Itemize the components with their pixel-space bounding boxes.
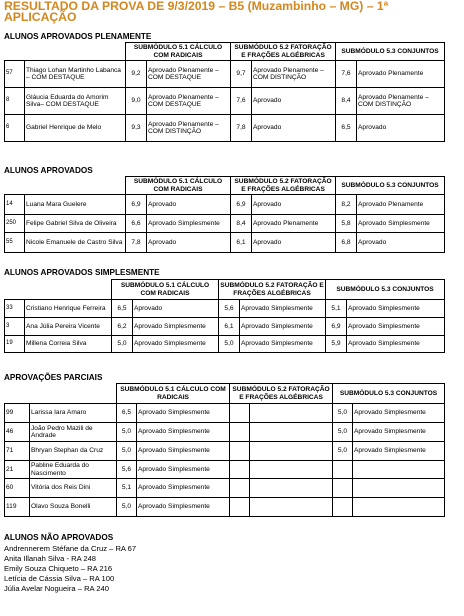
result-5-1: Aprovado Simplesmente — [137, 404, 230, 423]
table-parciais — [4, 383, 445, 517]
nao-aprovados-list — [4, 544, 136, 594]
student-id: 99 — [5, 404, 30, 423]
score-5-3: 5,0 — [333, 442, 353, 461]
result-5-1: Aprovado Simplesmente — [137, 423, 230, 442]
score-5-1: 5,6 — [117, 461, 137, 479]
result-5-1: Aprovado — [147, 233, 231, 253]
header-submodulo-5-3: SUBMÓDULO 5.3 CONJUNTOS — [336, 177, 445, 195]
score-5-2 — [230, 461, 250, 479]
header-submodulo-5-2: SUBMÓDULO 5.2 FATORAÇÃO E FRAÇÕES ALGÉBRICAS — [230, 384, 333, 404]
result-5-3: Aprovado Simplesmente — [347, 300, 445, 318]
score-5-1: 6,9 — [126, 195, 147, 215]
score-5-3: 5,0 — [333, 404, 353, 423]
student-name: Pabline Eduarda do Nascimento — [30, 461, 117, 479]
student-name: João Pedro Mazili de Andrade — [30, 423, 117, 442]
score-5-3: 5,1 — [326, 300, 347, 318]
result-5-2: Aprovado — [252, 195, 336, 215]
score-5-1: 9,3 — [126, 115, 147, 142]
result-5-1: Aprovado Simplesmente — [133, 318, 219, 336]
student-name: Ana Júlia Pereira Vicente — [25, 318, 112, 336]
result-5-3: Aprovado Simplesmente — [347, 318, 445, 336]
score-5-1: 9,0 — [126, 88, 147, 115]
student-name: Olavo Souza Bonelli — [30, 498, 117, 517]
student-id: 6 — [5, 115, 25, 142]
table-row — [5, 88, 445, 115]
result-5-1: Aprovado Simplesmente — [137, 479, 230, 498]
score-5-3 — [333, 498, 353, 517]
student-id: 21 — [5, 461, 30, 479]
score-5-3 — [333, 479, 353, 498]
score-5-1: 5,0 — [117, 498, 137, 517]
score-5-2 — [230, 442, 250, 461]
table-row — [5, 115, 445, 142]
result-5-1: Aprovado Plenamente – COM DESTAQUE — [147, 88, 231, 115]
score-5-3: 5,9 — [326, 336, 347, 353]
table-row — [5, 423, 445, 442]
student-name: Gláucia Eduarda do Amorim Silva– COM DESTAQUE — [25, 88, 126, 115]
section-title-nao-aprovados: ALUNOS NÃO APROVADOS — [4, 533, 114, 542]
score-5-3: 8,2 — [336, 195, 357, 215]
result-5-2: Aprovado — [252, 88, 336, 115]
header-submodulo-5-3: SUBMÓDULO 5.3 CONJUNTOS — [326, 280, 445, 300]
result-5-3: Aprovado — [357, 115, 445, 142]
score-5-2: 5,6 — [219, 300, 240, 318]
score-5-3: 8,4 — [336, 88, 357, 115]
score-5-2 — [230, 423, 250, 442]
score-5-2: 9,7 — [231, 61, 252, 88]
score-5-1: 7,8 — [126, 233, 147, 253]
result-5-3: Aprovado Plenamente — [357, 195, 445, 215]
section-title-simplesmente: ALUNOS APROVADOS SIMPLESMENTE — [4, 268, 160, 277]
result-5-2 — [250, 404, 333, 423]
section-title-parciais: APROVAÇÕES PARCIAIS — [4, 373, 103, 382]
result-5-2 — [250, 461, 333, 479]
result-5-2: Aprovado Simplesmente — [240, 336, 326, 353]
header-submodulo-5-1: SUBMÓDULO 5.1 CÁLCULO COM RADICAIS — [126, 177, 231, 195]
score-5-2 — [230, 479, 250, 498]
result-5-1: Aprovado Simplesmente — [137, 442, 230, 461]
result-5-1: Aprovado Plenamente – COM DISTINÇÃO — [147, 115, 231, 142]
table-row — [5, 318, 445, 336]
result-5-2 — [250, 423, 333, 442]
score-5-1: 6,6 — [126, 215, 147, 233]
student-name: Millena Correia Silva — [25, 336, 112, 353]
score-5-2 — [230, 404, 250, 423]
list-item: Júlia Avelar Nogueira – RA 240 — [4, 584, 109, 594]
result-5-1: Aprovado Plenamente – COM DESTAQUE — [147, 61, 231, 88]
header-submodulo-5-3: SUBMÓDULO 5.3 CONJUNTOS — [333, 384, 445, 404]
score-5-2: 6,1 — [231, 233, 252, 253]
student-name: Gabriel Henrique de Melo — [25, 115, 126, 142]
header-submodulo-5-2: SUBMÓDULO 5.2 FATORAÇÃO E FRAÇÕES ALGÉBRICAS — [231, 43, 336, 61]
header-submodulo-5-1: SUBMÓDULO 5.1 CÁLCULO COM RADICAIS — [126, 43, 231, 61]
result-5-3: Aprovado Simplesmente — [353, 404, 445, 423]
header-submodulo-5-2: SUBMÓDULO 5.2 FATORAÇÃO E FRAÇÕES ALGÉBRICAS — [231, 177, 336, 195]
student-id: 3 — [5, 318, 25, 336]
table-simplesmente — [4, 279, 445, 353]
table-row — [5, 461, 445, 479]
student-name: Luana Mara Guelere — [25, 195, 126, 215]
table-row — [5, 442, 445, 461]
score-5-1: 6,5 — [117, 404, 137, 423]
table-row — [5, 404, 445, 423]
document-title: RESULTADO DA PROVA DE 9/3/2019 – B5 (Muzambinho – MG) – 1ª APLICAÇÃO — [4, 0, 389, 24]
result-5-3 — [353, 479, 445, 498]
table-row — [5, 215, 445, 233]
score-5-1: 5,0 — [112, 336, 133, 353]
table-row — [5, 300, 445, 318]
score-5-2: 7,6 — [231, 88, 252, 115]
student-id: 33 — [5, 300, 25, 318]
result-5-1: Aprovado Simplesmente — [133, 336, 219, 353]
score-5-1: 5,0 — [117, 423, 137, 442]
result-5-3: Aprovado Simplesmente — [353, 423, 445, 442]
score-5-2: 6,1 — [219, 318, 240, 336]
score-5-3: 5,0 — [333, 423, 353, 442]
result-5-3: Aprovado Plenamente — [357, 61, 445, 88]
table-row — [5, 479, 445, 498]
result-5-2: Aprovado Plenamente — [252, 215, 336, 233]
student-name: Larissa Iara Amaro — [30, 404, 117, 423]
table-plenamente — [4, 42, 445, 142]
score-5-2 — [230, 498, 250, 517]
score-5-3: 7,6 — [336, 61, 357, 88]
student-name: Felipe Gabriel Silva de Oliveira — [25, 215, 126, 233]
score-5-1: 5,1 — [117, 479, 137, 498]
result-5-3 — [353, 461, 445, 479]
score-5-1: 6,5 — [112, 300, 133, 318]
result-5-1: Aprovado Simplesmente — [147, 215, 231, 233]
list-item: Andrennerem Stéfane da Cruz – RA 67 — [4, 544, 137, 553]
score-5-3 — [333, 461, 353, 479]
table-row — [5, 498, 445, 517]
score-5-2: 7,8 — [231, 115, 252, 142]
result-5-2 — [250, 498, 333, 517]
student-id: 119 — [5, 498, 30, 517]
score-5-1: 6,2 — [112, 318, 133, 336]
table-row — [5, 336, 445, 353]
score-5-3: 6,8 — [336, 233, 357, 253]
student-id: 71 — [5, 442, 30, 461]
result-5-3: Aprovado Simplesmente — [347, 336, 445, 353]
header-submodulo-5-1: SUBMÓDULO 5.1 CÁLCULO COM RADICAIS — [112, 280, 219, 300]
result-5-1: Aprovado Simplesmente — [137, 461, 230, 479]
result-5-2 — [250, 442, 333, 461]
result-5-2: Aprovado Simplesmente — [240, 300, 326, 318]
student-name: Cristiano Henrique Ferreira — [25, 300, 112, 318]
score-5-3: 5,8 — [336, 215, 357, 233]
result-5-1: Aprovado — [147, 195, 231, 215]
score-5-2: 6,9 — [231, 195, 252, 215]
list-item: Anita Illanah Silva - RA 248 — [4, 554, 97, 564]
result-5-3: Aprovado Simplesmente — [353, 442, 445, 461]
result-5-2: Aprovado Plenamente – COM DISTINÇÃO — [252, 61, 336, 88]
result-5-3: Aprovado Simplesmente — [357, 215, 445, 233]
student-name: Nicole Emanuele de Castro Silva — [25, 233, 126, 253]
student-id: 19 — [5, 336, 25, 353]
section-title-plenamente: ALUNOS APROVADOS PLENAMENTE — [4, 32, 152, 41]
student-id: 57 — [5, 61, 25, 88]
result-5-3: Aprovado Plenamente – COM DISTINÇÃO — [357, 88, 445, 115]
score-5-3: 6,9 — [326, 318, 347, 336]
result-5-1: Aprovado — [133, 300, 219, 318]
result-5-2: Aprovado — [252, 115, 336, 142]
list-item: Letícia de Cássia Silva – RA 100 — [4, 574, 115, 584]
student-name: Vitória dos Reis Dini — [30, 479, 117, 498]
student-name: Bhryan Stephan da Cruz — [30, 442, 117, 461]
score-5-2: 5,0 — [219, 336, 240, 353]
result-5-2: Aprovado Simplesmente — [240, 318, 326, 336]
table-row — [5, 233, 445, 253]
table-row — [5, 61, 445, 88]
student-id: 8 — [5, 88, 25, 115]
header-submodulo-5-2: SUBMÓDULO 5.2 FATORAÇÃO E FRAÇÕES ALGÉBRICAS — [219, 280, 326, 300]
score-5-2: 8,4 — [231, 215, 252, 233]
list-item: Emily Souza Chiqueto – RA 216 — [4, 564, 113, 574]
score-5-3: 6,5 — [336, 115, 357, 142]
result-5-2 — [250, 479, 333, 498]
table-aprovados — [4, 176, 445, 253]
header-submodulo-5-3: SUBMÓDULO 5.3 CONJUNTOS — [336, 43, 445, 61]
student-name: Thiago Lohan Martinho Labanca – COM DESTAQUE — [25, 61, 126, 88]
section-title-aprovados: ALUNOS APROVADOS — [4, 166, 93, 175]
result-5-1: Aprovado Simplesmente — [137, 498, 230, 517]
result-5-3: Aprovado — [357, 233, 445, 253]
score-5-1: 5,0 — [117, 442, 137, 461]
student-id: 60 — [5, 479, 30, 498]
student-id: 46 — [5, 423, 30, 442]
result-5-3 — [353, 498, 445, 517]
result-5-2: Aprovado — [252, 233, 336, 253]
score-5-1: 9,2 — [126, 61, 147, 88]
student-id: 250 — [5, 215, 25, 233]
table-row — [5, 195, 445, 215]
student-id: 14 — [5, 195, 25, 215]
student-id: 55 — [5, 233, 25, 253]
header-submodulo-5-1: SUBMÓDULO 5.1 CÁLCULO COM RADICAIS — [117, 384, 230, 404]
